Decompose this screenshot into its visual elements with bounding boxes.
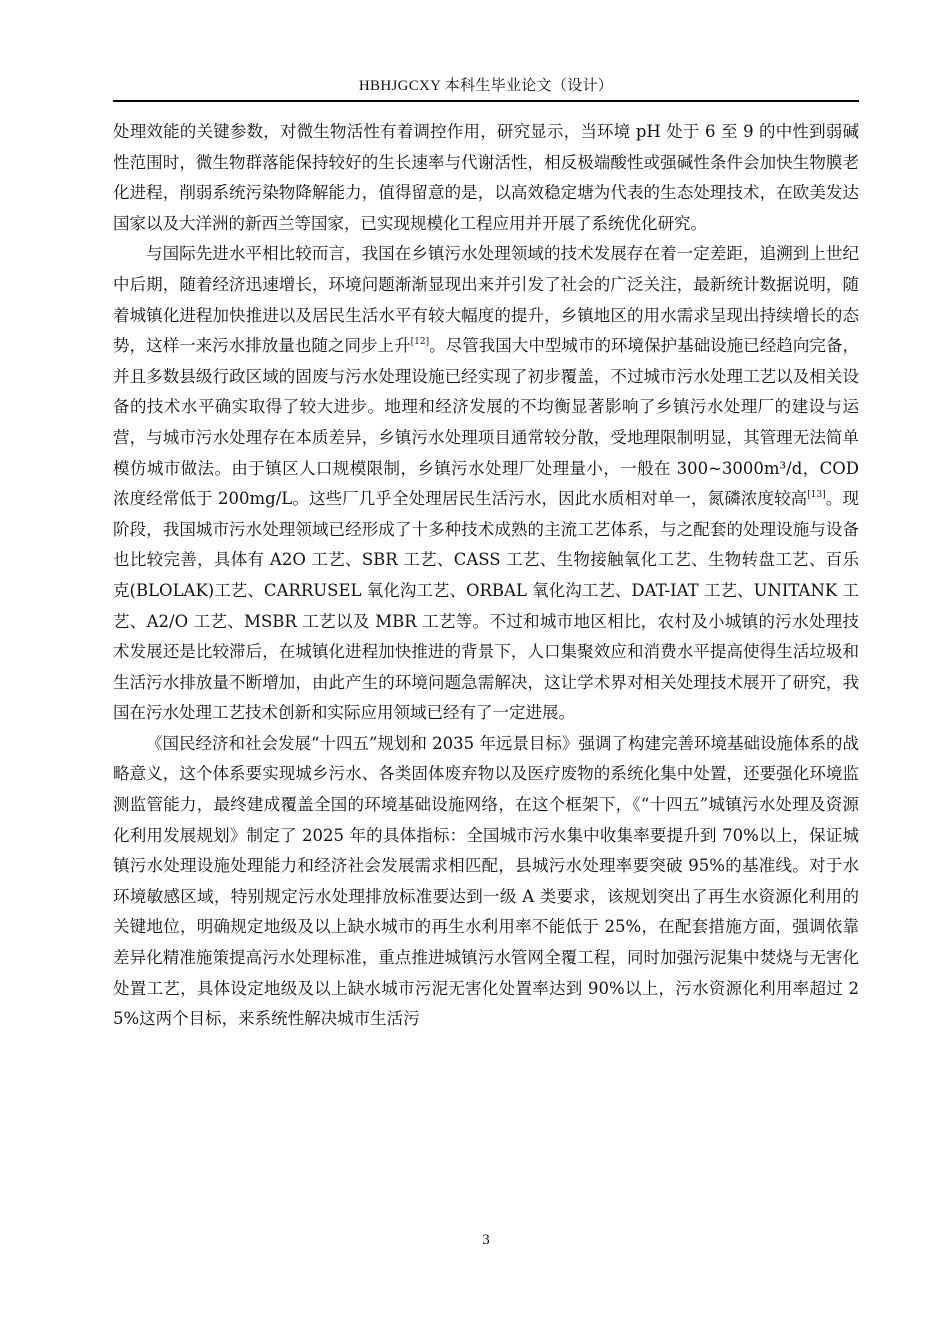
page-header: HBHJGCXY 本科生毕业论文（设计）: [358, 78, 614, 94]
paragraph-domestic-status: [113, 239, 859, 729]
paragraph-policy: [113, 729, 859, 1035]
paragraph-text: 《国民经济和社会发展“十四五”规划和 2035 年远景目标》强调了构建完善环境基础设施体系的战略意义，这个体系要实现城乡污水、各类固体废弃物以及医疗废物的系统化集中处置，还要强化环境监测监管能力，最终建成覆盖全国的环境基础设施网络，在这个框架下，《“十四五”城镇污水处理及资源化利用发展规划》制定了 2025 年的具体指标：全国城市污水集中收集率要提升到 70%以上，保证城镇污水处理设施处理能力和经济社会发展需求相匹配，县城污水处理率要突破 95%的基准线。对于水环境敏感区域，特别规定污水处理排放标准要达到一级 A 类要求，该规划突出了再生水资源化利用的关键地位，明确规定地级及以上缺水城市的再生水利用率不能低于 25%，在配套措施方面，强调依靠差异化精准施策提高污水处理标准，重点推进城镇污水管网全覆工程，同时加强污泥集中焚烧与无害化处置工艺，具体设定地级及以上缺水城市污泥无害化处置率达到 90%以上，污水资源化利用率超过 25%这两个目标，来系统性解决城市生活污: [113, 733, 859, 1029]
paragraph-continuation: [113, 117, 859, 239]
citation-ref: [12]: [410, 337, 430, 348]
page-number: 3: [482, 1232, 490, 1248]
paragraph-text: 处理效能的关键参数，对微生物活性有着调控作用，研究显示，当环境 pH 处于 6 至 9 的中性到弱碱性范围时，微生物群落能保持较好的生长速率与代谢活性，相反极端酸性或强碱性条件会加快生物膜老化进程，削弱系统污染物降解能力，值得留意的是，以高效稳定塘为代表的生态处理技术，在欧美发达国家以及大洋洲的新西兰等国家，已实现规模化工程应用并开展了系统优化研究。: [113, 122, 859, 233]
citation-ref: [13]: [807, 490, 826, 501]
header-rule: [113, 100, 859, 102]
paragraph-text: 。尽管我国大中型城市的环境保护基础设施已经趋向完备，并且多数县级行政区域的固废与污水处理设施已经实现了初步覆盖，不过城市污水处理工艺以及相关设备的技术水平确实取得了较大进步。地理和经济发展的不均衡显著影响了乡镇污水处理厂的建设与运营，与城市污水处理存在本质差异，乡镇污水处理项目通常较分散，受地理限制明显，其管理无法简单模仿城市做法。由于镇区人口规模限制，乡镇污水处理厂处理量小，一般在 300~3000m³/d，COD 浓度经常低于 200mg/L。这些厂几乎全处理居民生活污水，因此水质相对单一，氮磷浓度较高: [113, 336, 860, 509]
body-text: [113, 117, 859, 1035]
paragraph-text: 。现阶段，我国城市污水处理领域已经形成了十多种技术成熟的主流工艺体系，与之配套的处理设施与设备也比较完善，具体有 A2O 工艺、SBR 工艺、CASS 工艺、生物接触氧化工艺、生物转盘工艺、百乐克(BLOLAK)工艺、CARRUSEL 氧化沟工艺、ORBAL 氧化沟工艺、DAT-IAT 工艺、UNITANK 工艺、A2/O 工艺、MSBR 工艺以及 MBR 工艺等。不过和城市地区相比，农村及小城镇的污水处理技术发展还是比较滞后，在城镇化进程加快推进的背景下，人口集聚效应和消费水平提高使得生活垃圾和生活污水排放量不断增加，由此产生的环境问题急需解决，这让学术界对相关处理技术展开了研究，我国在污水处理工艺技术创新和实际应用领域已经有了一定进展。: [113, 489, 860, 723]
paragraph-text: 与国际先进水平相比较而言，我国在乡镇污水处理领域的技术发展存在着一定差距，追溯到上世纪中后期，随着经济迅速增长，环境问题渐渐显现出来并引发了社会的广泛关注，最新统计数据说明，随着城镇化进程加快推进以及居民生活水平有较大幅度的提升，乡镇地区的用水需求呈现出持续增长的态势，这样一来污水排放量也随之同步上升: [113, 244, 859, 356]
